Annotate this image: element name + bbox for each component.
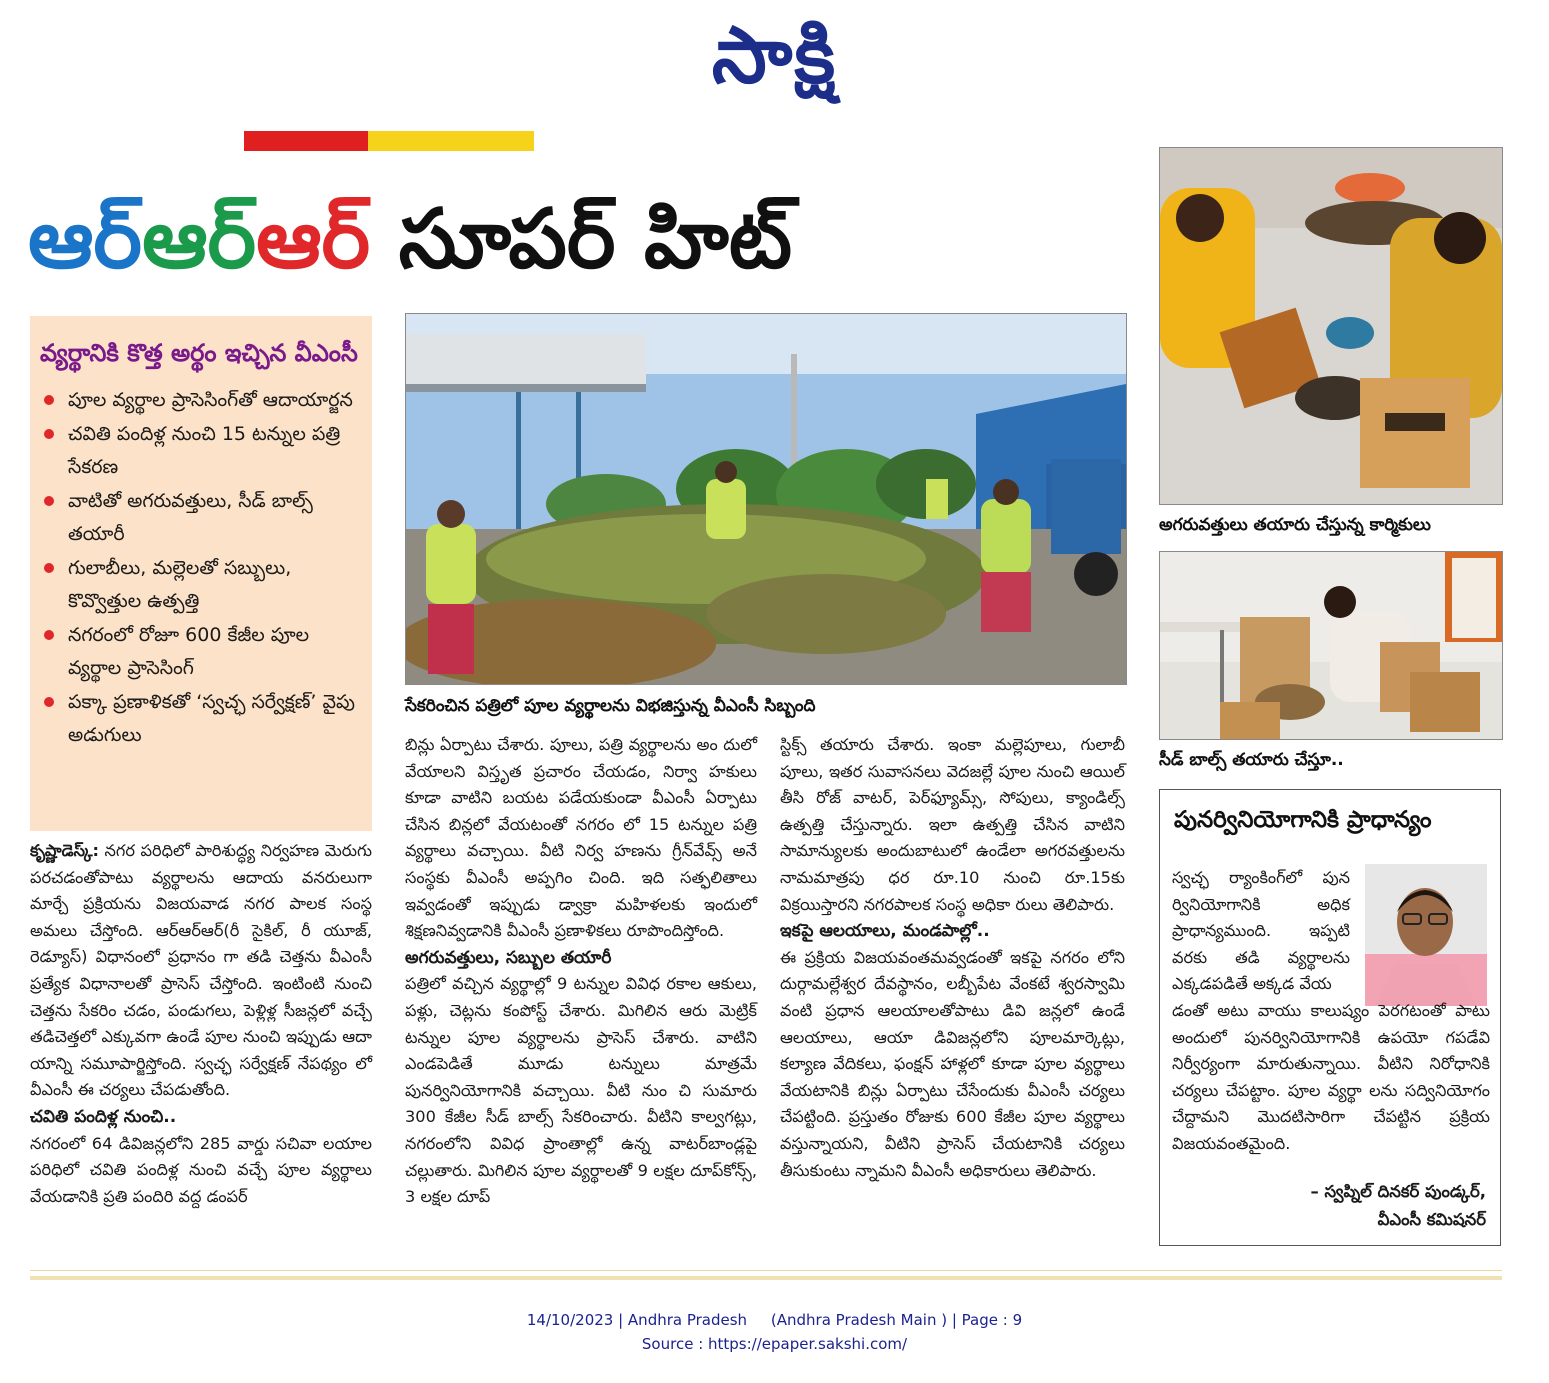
- color-bar-yellow: [368, 131, 534, 151]
- section-color-bar: [244, 131, 534, 151]
- bullet-dot-icon: [44, 496, 54, 506]
- highlight-text: పక్కా ప్రణాళికతో ‘స్వచ్ఛ సర్వేక్షణ్’ వైపు అడుగులు: [68, 691, 355, 746]
- highlight-item: [42, 619, 364, 685]
- photo-seed-balls-image: [1160, 552, 1502, 739]
- incense-photo-caption: అగరువత్తులు తయారు చేస్తున్న కార్మికులు: [1159, 515, 1431, 535]
- headline-rrr-1: ఆర్: [28, 192, 143, 287]
- footer-source-link[interactable]: Source : https://epaper.sakshi.com/: [641, 1335, 908, 1353]
- highlights-box: [30, 316, 372, 831]
- main-photo-image: [406, 314, 1126, 684]
- signature-name: – స్వప్నిల్ దినకర్ పుండ్కర్,: [1310, 1182, 1486, 1201]
- article-subheading: అగరువత్తులు, సబ్బుల తయారీ: [405, 947, 612, 968]
- article-paragraph: బిన్లు ఏర్పాటు చేశారు. పూలు, పత్రి వ్యర్థాలను అం దులో వేయాలని విస్తృత ప్రచారం చేయడం, నిర్వా హకులు కూడా వాటిని బయట పడేయకుండా వీఎంసీ ఏర్పాటు చేసిన బిన్లలో వేయటంతో నగరం లో 15 టన్నుల పత్రి వ్యర్థాలు వచ్చాయి. వీటి నిర్వ హణను గ్రీన్‌వేవ్స్ అనే సంస్థకు వీఎంసీ అప్పగిం చింది. ఇది సత్ఫలితాలు ఇవ్వడంతో ఇప్పుడు డ్వాక్రా మహిళలకు ఇందులో శిక్షణనివ్వడానికి వీఎంసీ ప్రణాళికలు రూపొందిస్తోంది.: [405, 735, 757, 941]
- footer-date-edition: 14/10/2023 | Andhra Pradesh (Andhra Pradesh Main ) | Page : 9: [526, 1311, 1023, 1329]
- article-column-2: [405, 732, 757, 1211]
- highlight-item: [42, 418, 364, 484]
- highlight-item: [42, 384, 364, 417]
- highlight-item: [42, 485, 364, 551]
- seed-balls-photo-caption: సీడ్ బాల్స్ తయారు చేస్తూ..: [1159, 750, 1344, 770]
- sidebar-paragraph: స్వచ్ఛ ర్యాంకింగ్‌లో పున ర్వినియోగానికి అధిక ప్రాధాన్యముంది. ఇప్పటి వరకు తడి వ్యర్థాలను ఎక్కడపడితే అక్కడ వేయ: [1172, 868, 1350, 994]
- color-bar-red: [244, 131, 368, 151]
- sidebar-signature: [1311, 1178, 1486, 1234]
- photo-incense-making: [1159, 147, 1503, 505]
- highlight-text: నగరంలో రోజూ 600 కేజీల పూల వ్యర్థాల ప్రాసెసింగ్: [68, 624, 310, 679]
- headline-main: సూపర్ హిట్: [370, 192, 793, 287]
- article-paragraph: స్టిక్స్ తయారు చేశారు. ఇంకా మల్లెపూలు, గులాబీ పూలు, ఇతర సువాసనలు వెదజల్లే పూల నుంచి ఆయిల్ తీసి రోజ్ వాటర్, పెర్‌ఫ్యూమ్స్, సోపులు, క్యాండిల్స్ ఉత్పత్తి చేస్తున్నారు. ఇలా ఉత్పత్తి చేసిన వాటిని సామాన్యులకు అందుబాటులో ఉండేలా అగరవత్తులను నామమాత్రపు ధర రూ.10 నుంచి రూ.15కు విక్రయిస్తారని నగరపాలక సంస్థ అధికా రులు తెలిపారు.: [780, 735, 1125, 914]
- highlight-item: [42, 552, 364, 618]
- headline-rrr-3: ఆర్: [256, 192, 371, 287]
- sidebar-body: [1172, 865, 1490, 1158]
- highlight-text: వాటితో అగరువత్తులు, సీడ్ బాల్స్ తయారీ: [68, 490, 313, 545]
- masthead-logo: సాక్షి: [711, 11, 838, 101]
- headline-rrr-2: ఆర్: [142, 192, 257, 287]
- bullet-dot-icon: [44, 429, 54, 439]
- commissioner-sidebar: [1159, 789, 1501, 1246]
- article-column-1: [30, 838, 372, 1210]
- bullet-dot-icon: [44, 697, 54, 707]
- article-subheading: ఇకపై ఆలయాలు, మండపాల్లో..: [780, 921, 990, 942]
- article-subheading: చవితి పందిళ్ల నుంచి..: [30, 1106, 177, 1127]
- sidebar-title: పునర్వినియోగానికి ప్రాధాన్యం: [1174, 807, 1432, 833]
- highlight-text: చవితి పందిళ్ల నుంచి 15 టన్నుల పత్రి సేకరణ: [68, 423, 341, 478]
- article-paragraph: పత్రిలో వచ్చిన వ్యర్థాల్లో 9 టన్నుల వివిధ రకాల ఆకులు, పళ్లు, చెట్లను కంపోస్ట్ చేశారు. మిగిలిన ఆరు మెట్రిక్ టన్నుల పూల వ్యర్థాలను ప్రాసెస్ చేశారు. వాటిని ఎండపెడితే మూడు టన్నులు మాత్రమే పునర్వినియోగానికి వచ్చాయి. వీటి నుం చి సుమారు 300 కేజీల సీడ్ బాల్స్ సేకరించారు. వీటిని కాల్వగట్లు, నగరంలోని వివిధ ప్రాంతాల్లో ఉన్న వాటర్‌బాండ్లపై చల్లుతారు. మిగిలిన పూల వ్యర్థాలతో 9 లక్షల దూప్‌కోన్స్, 3 లక్షల దూప్: [405, 974, 757, 1207]
- article-dateline: కృష్ణాడెస్క్:: [30, 841, 100, 860]
- sidebar-paragraph: డంతో అటు వాయు కాలుష్యం పెరగటంతో పాటు అందులో పునర్వినియోగానికి ఉపయో గపడేవి నిర్వీర్యంగా మారుతున్నాయి. వీటిని నిరోధానికి చర్యలు చేపట్టాం. పూల వ్యర్థా లను సద్వినియోగం చేద్దామని మొదటిసారిగా చేపట్టిన ప్రక్రియ విజయవంతమైంది.: [1172, 1000, 1490, 1153]
- highlight-item: [42, 686, 364, 752]
- article-paragraph: నగరంలో 64 డివిజన్లలోని 285 వార్డు సచివా లయాల పరిధిలో చవితి పందిళ్ల నుంచి వచ్చే పూల వ్యర్థాలు వేయడానికి ప్రతి పందిరి వద్ద డంపర్: [30, 1133, 372, 1206]
- article-paragraph: ఈ ప్రక్రియ విజయవంతమవ్వడంతో ఇకపై నగరం లోని దుర్గామల్లేశ్వర దేవస్థానం, లబ్బీపేట వేంకటే శ్వరస్వామి వంటి ప్రధాన ఆలయాలతోపాటు డివి జన్లలో ఉండే ఆలయాలు, ఆయా డివిజన్లలోని పూలమార్కెట్లు, కల్యాణ వేదికలు, ఫంక్షన్ హాళ్లలో కూడా పూల వ్యర్థాలు వేయటానికి బిన్లు ఏర్పాటు చేసేందుకు వీఎంసీ చర్యలు చేపట్టింది. ప్రస్తుతం రోజుకు 600 కేజీల పూల వ్యర్థాలు వస్తున్నాయని, వీటిని ప్రాసెస్ చేయటానికి చర్యలు తీసుకుంటు న్నామని వీఎంసీ అధికారులు తెలిపారు.: [780, 947, 1125, 1180]
- article-paragraph: [30, 838, 372, 1104]
- article-text: నగర పరిధిలో పారిశుద్ధ్య నిర్వహణ మెరుగు పరచడంతోపాటు వ్యర్థాలను ఆదాయ వనరులుగా మార్చే ప్రక్రియను విజయవాడ నగర పాలక సంస్థ అమలు చేస్తోంది. ఆర్‌ఆర్‌ఆర్(రీ సైకిల్, రీ యూజ్, రెడ్యూస్) విధానంలో ప్రధానం గా తడి చెత్తను వీఎంసీ ప్రత్యేక విధానాలతో ప్రాసెస్ చేస్తోంది. ఇంటింటి నుంచి చెత్తను సేకరిం చడం, పండుగలు, పెళ్లిళ్ల సీజన్లలో వచ్చే తడిచెత్తలో ఎక్కువగా ఉండే పూల నుంచి ఇప్పుడు ఆదా యాన్ని సమూపార్జిస్తోంది. స్వచ్ఛ సర్వేక్షణ్ నేపథ్యం లో వీఎంసీ ఈ చర్యలు చేపడుతోంది.: [30, 841, 372, 1100]
- main-photo-caption: సేకరించిన పత్రిలో పూల వ్యర్థాలను విభజిస్తున్న వీఎంసీ సిబ్బంది: [405, 696, 816, 716]
- bullet-dot-icon: [44, 395, 54, 405]
- article-column-3: [780, 732, 1125, 1184]
- photo-seed-balls: [1159, 551, 1503, 740]
- highlight-text: పూల వ్యర్థాల ప్రాసెసింగ్‌తో ఆదాయార్జన: [68, 389, 353, 411]
- main-photo: [405, 313, 1127, 685]
- bullet-dot-icon: [44, 630, 54, 640]
- highlight-text: గులాబీలు, మల్లెలతో సబ్బులు, కొవ్వొత్తుల ఉత్పత్తి: [68, 557, 292, 612]
- photo-incense-making-image: [1160, 148, 1502, 504]
- highlights-title: వ్యర్థానికి కొత్త అర్థం ఇచ్చిన వీఎంసీ: [40, 339, 358, 367]
- masthead: [0, 8, 1549, 104]
- footer-divider-line: [30, 1270, 1502, 1271]
- headline: [28, 170, 1128, 310]
- bullet-dot-icon: [44, 563, 54, 573]
- signature-role: వీఎంసీ కమిషనర్: [1377, 1210, 1486, 1229]
- page-footer: [0, 1308, 1549, 1356]
- highlights-list: [30, 384, 372, 752]
- footer-divider: [30, 1276, 1502, 1280]
